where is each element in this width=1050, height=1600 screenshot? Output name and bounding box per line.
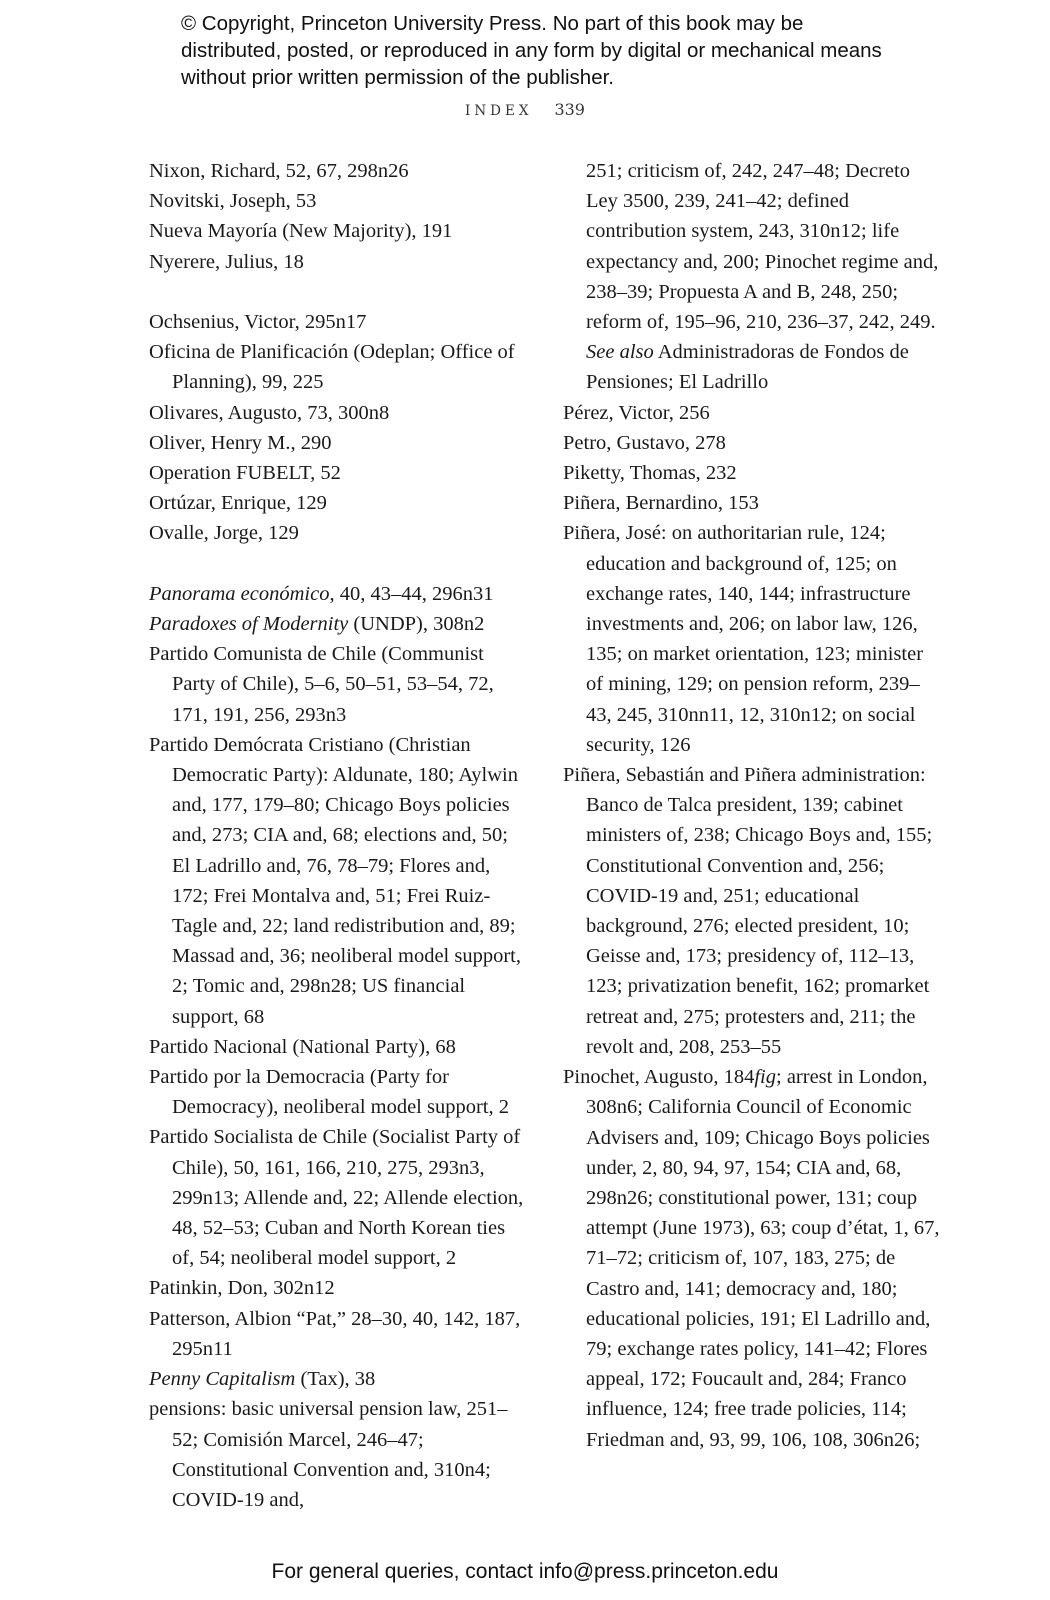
index-entry: Piñera, José: on authoritarian rule, 124; education and background of, 125; on exchange rates, 140, 144; infrastructure investments and, 206; on labor law, 126, 135; on market orientation, 123; minister of mining, 129; on pension reform, 239–43, 245, 310nn11, 12, 310n12; on social security, 126 — [563, 522, 924, 756]
index-entry: Oliver, Henry M., 290 — [149, 431, 332, 454]
index-entry: Piñera, Bernardino, 153 — [563, 492, 759, 515]
letter-group-gap — [149, 277, 529, 307]
entry-title-italic: Penny Capitalism — [149, 1368, 296, 1391]
index-entry: pensions: basic universal pension law, 251–52; Comisión Marcel, 246–47; Constitutional Convention and, 310n4; COVID-19 and, — [149, 1398, 508, 1511]
footer-contact: For general queries, contact info@press.princeton.edu — [271, 1560, 779, 1583]
index-entry: Nyerere, Julius, 18 — [149, 250, 304, 273]
index-entry: Operation FUBELT, 52 — [149, 462, 341, 485]
index-entry: Partido Comunista de Chile (Communist Party of Chile), 5–6, 50–51, 53–54, 72, 171, 191, 256, 293n3 — [149, 643, 494, 726]
index-entry: Partido Nacional (National Party), 68 — [149, 1035, 456, 1058]
index-entry: Partido por la Democracia (Party for Democracy), neoliberal model support, 2 — [149, 1066, 509, 1119]
index-entry: Piketty, Thomas, 232 — [563, 462, 737, 485]
index-entry: Petro, Gustavo, 278 — [563, 431, 726, 454]
index-column-right — [563, 156, 943, 1455]
entry-title-italic: Panorama económico — [149, 582, 330, 605]
index-entry: Partido Demócrata Cristiano (Christian Democratic Party): Aldunate, 180; Aylwin and, 177, 179–80; Chicago Boys policies and, 273; CIA and, 68; elections and, 50; El Ladrillo and, 76, 78–79; Flores and, 172; Frei Montalva and, 51; Frei Ruiz-Tagle and, 22; land redistribution and, 89; Massad and, 36; neoliberal model support, 2; Tomic and, 298n28; US financial support, 68 — [149, 733, 522, 1028]
index-entry — [149, 1364, 529, 1394]
index-entry: Patterson, Albion “Pat,” 28–30, 40, 142, 187, 295n11 — [149, 1307, 521, 1360]
index-entry: Piñera, Sebastián and Piñera administration: Banco de Talca president, 139; cabinet ministers of, 238; Chicago Boys and, 155; Constitutional Convention and, 256; COVID-19 and, 251; educational background, 276; elected president, 10; Geisse and, 173; presidency of, 112–13, 123; privatization benefit, 162; promarket retreat and, 275; protesters and, 211; the revolt and, 208, 253–55 — [563, 764, 933, 1058]
index-entry: Oficina de Planificación (Odeplan; Office of Planning), 99, 225 — [149, 341, 515, 394]
letter-group-gap — [149, 549, 529, 579]
index-entry — [149, 609, 529, 639]
see-also-label: See also — [586, 341, 654, 364]
index-entry-continued — [563, 156, 943, 398]
index-entry: Nueva Mayoría (New Majority), 191 — [149, 220, 453, 243]
entry-title-italic: Paradoxes of Modernity — [149, 613, 349, 636]
index-entry: Ovalle, Jorge, 129 — [149, 522, 299, 545]
index-entry: Nixon, Richard, 52, 67, 298n26 — [149, 160, 409, 182]
running-head — [0, 100, 1050, 119]
index-column-left — [149, 156, 529, 1515]
entry-locators: (UNDP), 308n2 — [348, 613, 485, 636]
index-entry — [563, 1062, 943, 1455]
copyright-notice: © Copyright, Princeton University Press. No part of this book may be distributed, posted, or reproduced in any form by digital or mechanical means without prior written permission of the publisher. — [181, 12, 882, 89]
index-entry: Novitski, Joseph, 53 — [149, 190, 317, 213]
index-entry: Ochsenius, Victor, 295n17 — [149, 311, 367, 333]
fig-label: fig — [754, 1066, 776, 1089]
index-entry: Ortúzar, Enrique, 129 — [149, 492, 327, 515]
entry-text: 251; criticism of, 242, 247–48; Decreto Ley 3500, 239, 241–42; defined contribution system, 243, 310n12; life expectancy and, 200; Pinochet regime and, 238–39; Propuesta A and B, 248, 250; reform of, 195–96, 210, 236–37, 242, 249. — [586, 160, 939, 334]
entry-text: Administradoras de Fondos de Pensiones; El Ladrillo — [586, 341, 909, 394]
index-entry — [149, 579, 529, 609]
index-entry: Patinkin, Don, 302n12 — [149, 1277, 335, 1300]
running-head-title: INDEX — [465, 103, 533, 119]
index-entry: Olivares, Augusto, 73, 300n8 — [149, 401, 390, 424]
index-entry: Partido Socialista de Chile (Socialist Party of Chile), 50, 161, 166, 210, 275, 293n3, 299n13; Allende and, 22; Allende election, 48, 52–53; Cuban and North Korean ties of, 54; neoliberal model support, 2 — [149, 1126, 524, 1270]
page-number: 339 — [554, 100, 585, 119]
index-entry: Pérez, Victor, 256 — [563, 401, 710, 424]
entry-text: Pinochet, Augusto, 184 — [563, 1066, 755, 1089]
entry-text: ; arrest in London, 308n6; California Council of Economic Advisers and, 109; Chicago Boys policies under, 2, 80, 94, 97, 154; CIA and, 68, 298n26; constitutional power, 131; coup attempt (June 1973), 63; coup d’état, 1, 67, 71–72; criticism of, 107, 183, 275; de Castro and, 141; democracy and, 180; educational policies, 191; El Ladrillo and, 79; exchange rates policy, 141–42; Flores appeal, 172; Foucault and, 284; Franco influence, 124; free trade policies, 114; Friedman and, 93, 99, 106, 108, 306n26; — [586, 1066, 940, 1451]
entry-locators: , 40, 43–44, 296n31 — [329, 582, 494, 605]
entry-locators: (Tax), 38 — [295, 1368, 376, 1391]
